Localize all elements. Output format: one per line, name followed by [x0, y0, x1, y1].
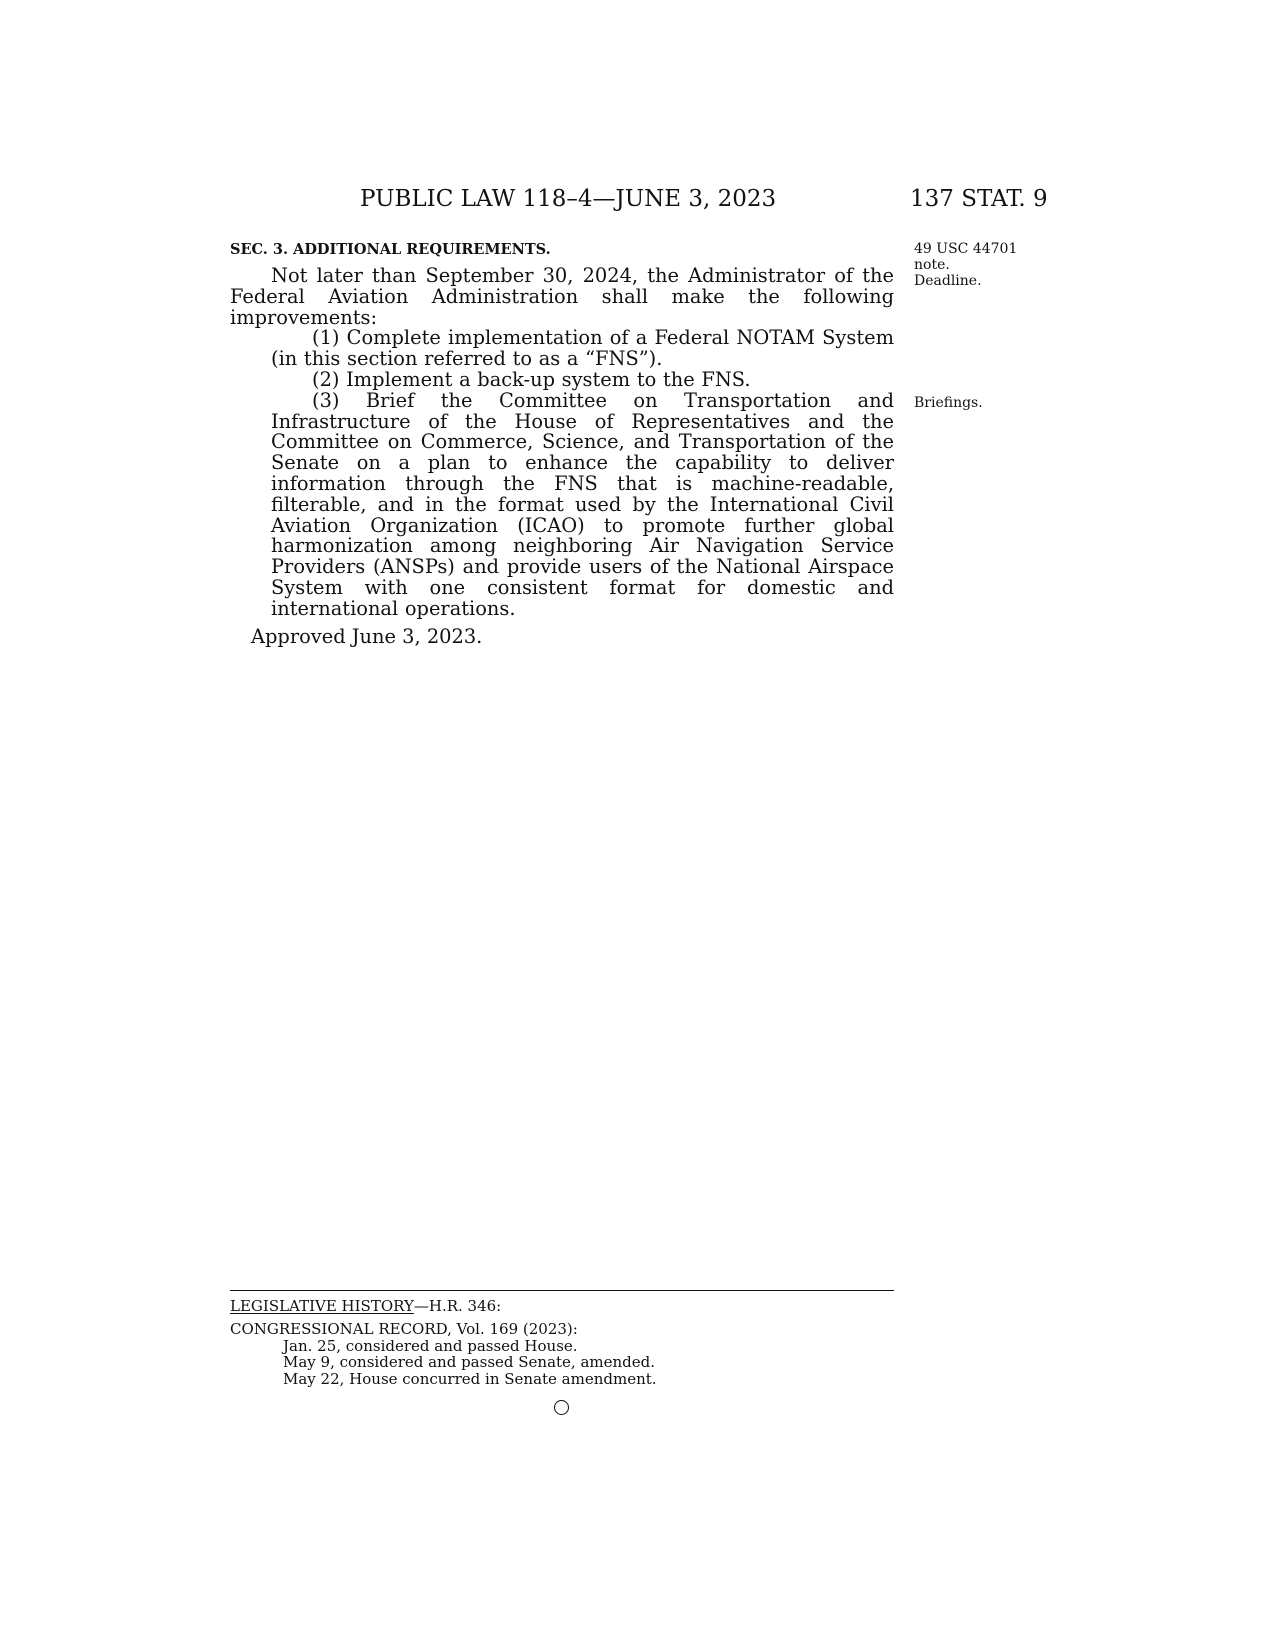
section-heading: SEC. 3. ADDITIONAL REQUIREMENTS.: [230, 241, 551, 258]
section-item-2: (2) Implement a back-up system to the FNS.: [312, 367, 751, 391]
congressional-record: [230, 1321, 657, 1387]
record-entry: Jan. 25, considered and passed House.: [283, 1336, 578, 1355]
section-body: [230, 266, 894, 620]
margin-note-deadline: [914, 241, 1017, 289]
legislative-history-bill: —H.R. 346:: [413, 1297, 502, 1315]
margin-note-deadline-label: Deadline.: [914, 273, 982, 289]
record-entry: May 9, considered and passed Senate, amended.: [283, 1353, 656, 1371]
legislative-history-label: LEGISLATIVE HISTORY: [230, 1297, 414, 1315]
approval-line: Approved June 3, 2023.: [251, 625, 483, 648]
section-item-1: (1) Complete implementation of a Federal NOTAM System (in this section referred to as a “FNS”).: [271, 326, 894, 371]
margin-note-briefings: Briefings.: [914, 395, 983, 411]
footer-divider: [230, 1290, 894, 1291]
page-number: 137 STAT. 9: [910, 186, 1048, 212]
margin-note-citation: 49 USC 44701: [914, 241, 1018, 257]
record-entry: May 22, House concurred in Senate amendment.: [283, 1369, 657, 1388]
congressional-record-title: CONGRESSIONAL RECORD, Vol. 169 (2023):: [230, 1320, 578, 1338]
end-of-document-circle-icon: [554, 1400, 569, 1415]
section-intro-paragraph: Not later than September 30, 2024, the Administrator of the Federal Aviation Administration shall make the following improvements:: [230, 264, 894, 329]
section-item-3: (3) Brief the Committee on Transportation and Infrastructure of the House of Representatives and the Committee on Commerce, Science, and Transportation of the Senate on a plan to enhance the capability to deliver information through the FNS that is machine-readable, filterable, and in the format used by the International Civil Aviation Organization (ICAO) to promote further global harmonization among neighboring Air Navigation Service Providers (ANSPs) and provide users of the National Airspace System with one consistent format for domestic and international operations.: [271, 388, 894, 620]
legislative-history-line: [230, 1297, 501, 1315]
margin-note-note: note.: [914, 257, 950, 273]
running-head: PUBLIC LAW 118–4—JUNE 3, 2023: [360, 186, 777, 212]
